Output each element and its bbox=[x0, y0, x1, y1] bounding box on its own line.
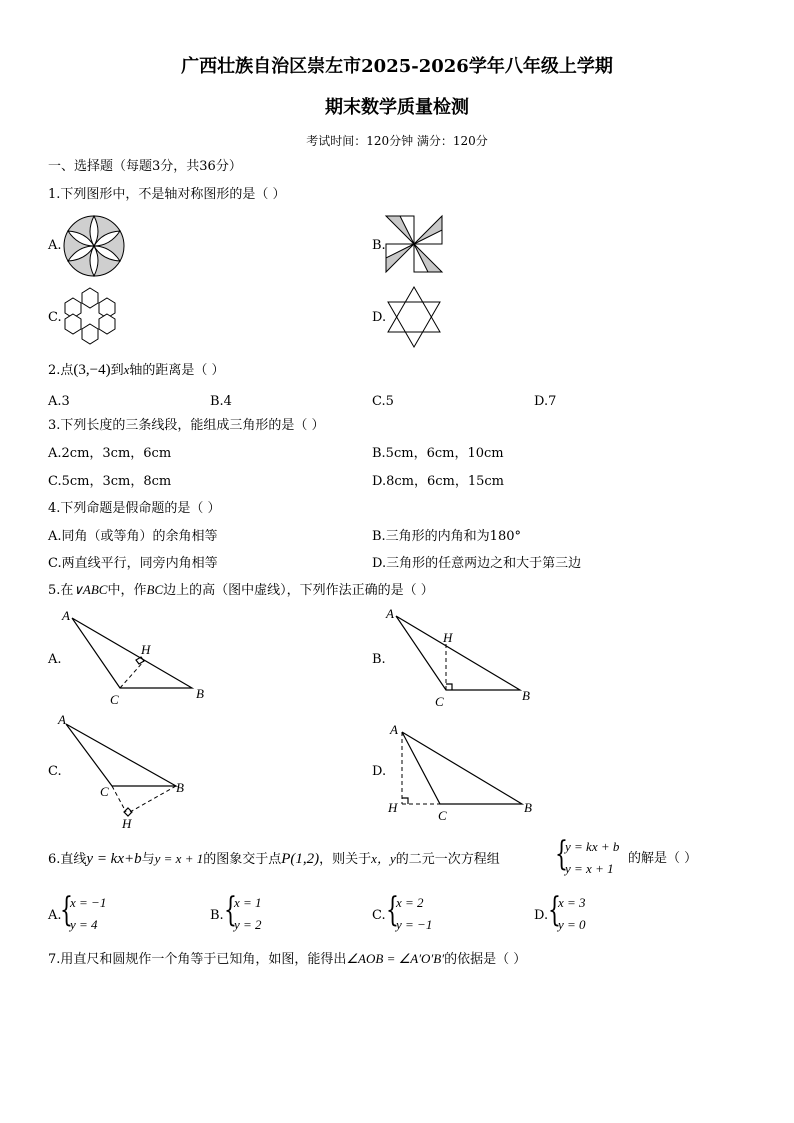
q5a-label-b: B bbox=[196, 686, 204, 701]
q6-stem-suffix: 的解是（ ） bbox=[628, 851, 698, 866]
q4-option-c: C.两直线平行，同旁内角相等 bbox=[48, 556, 218, 571]
q6-option-d-eq2: y = 0 bbox=[558, 917, 586, 932]
exam-info: 考试时间：120分钟 满分：120分 bbox=[306, 134, 488, 148]
q5d-label-a: A bbox=[390, 722, 398, 737]
q6-option-b-eq1: x = 1 bbox=[234, 895, 262, 910]
q4-option-d: D.三角形的任意两边之和大于第三边 bbox=[372, 556, 582, 571]
section-heading: 一、选择题（每题3分，共36分） bbox=[48, 159, 242, 174]
q3-option-b: B.5cm，6cm，10cm bbox=[372, 446, 504, 461]
q2-option-c: C.5 bbox=[372, 394, 394, 409]
q2-stem: 2.点(3,−4)到x轴的距离是（ ） bbox=[48, 362, 225, 378]
q1-option-c: C. bbox=[48, 310, 62, 325]
q1-figure-a-flower-in-circle bbox=[62, 214, 126, 278]
q5-figure-b-triangle bbox=[382, 604, 542, 708]
q2-option-b: B.4 bbox=[210, 394, 232, 409]
q3-option-d: D.8cm，6cm，15cm bbox=[372, 474, 504, 489]
q3-option-c: C.5cm，3cm，8cm bbox=[48, 474, 172, 489]
q6-option-c-label: C. bbox=[372, 908, 386, 923]
q6-option-d-label: D. bbox=[534, 908, 549, 923]
q5d-label-c: C bbox=[438, 808, 447, 823]
q6-option-a-eq2: y = 4 bbox=[70, 917, 98, 932]
q6-option-b-brace: { bbox=[224, 890, 237, 930]
q5b-label-b: B bbox=[522, 688, 530, 703]
q2-option-d: D.7 bbox=[534, 394, 557, 409]
q5-option-a: A. bbox=[48, 652, 62, 667]
q1-figure-b-pinwheel bbox=[386, 216, 442, 272]
q5d-label-b: B bbox=[524, 800, 532, 815]
q5-option-c: C. bbox=[48, 764, 62, 779]
q3-option-a: A.2cm，3cm，6cm bbox=[48, 446, 172, 461]
q6-option-c-brace: { bbox=[386, 890, 399, 930]
q6-option-c-eq2: y = −1 bbox=[396, 917, 433, 932]
q5-option-b: B. bbox=[372, 652, 386, 667]
q5-figure-a-triangle bbox=[56, 604, 216, 708]
q6-option-b-label: B. bbox=[210, 908, 224, 923]
q6-system-brace: { bbox=[555, 834, 568, 874]
exam-title-line2: 期末数学质量检测 bbox=[325, 97, 469, 118]
q5a-label-c: C bbox=[110, 692, 119, 707]
q4-option-a: A.同角（或等角）的余角相等 bbox=[48, 529, 218, 544]
q2-point: (3,−4) bbox=[73, 362, 111, 378]
q2-option-a: A.3 bbox=[48, 394, 70, 409]
q5d-label-h: H bbox=[388, 800, 398, 815]
q5c-label-b: B bbox=[176, 780, 184, 795]
q5-stem: 5.在∨ABC中，作BC边上的高（图中虚线），下列作法正确的是（ ） bbox=[48, 582, 434, 598]
q5c-label-c: C bbox=[100, 784, 109, 799]
q6-system-eq1: y = kx + b bbox=[565, 839, 620, 854]
q5-figure-d-triangle bbox=[384, 720, 544, 824]
q5b-label-c: C bbox=[435, 694, 444, 709]
q6-option-b-eq2: y = 2 bbox=[234, 917, 262, 932]
q3-stem: 3.下列长度的三条线段，能组成三角形的是（ ） bbox=[48, 418, 325, 433]
q1-figure-d-hexagram bbox=[386, 286, 442, 348]
q5b-label-h: H bbox=[443, 630, 453, 645]
q5c-label-a: A bbox=[58, 712, 66, 727]
q6-option-d-eq1: x = 3 bbox=[558, 895, 586, 910]
q5c-label-h: H bbox=[122, 816, 132, 831]
q1-option-b: B. bbox=[372, 238, 386, 253]
q1-figure-c-hexagon-ring bbox=[60, 286, 120, 346]
q5a-label-h: H bbox=[141, 642, 151, 657]
q5-option-d: D. bbox=[372, 764, 387, 779]
q1-option-d: D. bbox=[372, 310, 387, 325]
q6-stem-part1: 6.直线y = kx+b与y = x + 1的图象交于点P(1,2)，则关于x，y的二元一次方程组 bbox=[48, 851, 500, 867]
exam-title-line1: 广西壮族自治区崇左市2025-2026学年八年级上学期 bbox=[181, 56, 613, 77]
q6-option-c-eq1: x = 2 bbox=[396, 895, 424, 910]
q6-option-a-label: A. bbox=[48, 908, 62, 923]
q4-stem: 4.下列命题是假命题的是（ ） bbox=[48, 501, 221, 516]
q5a-label-a: A bbox=[62, 608, 70, 623]
q6-option-a-brace: { bbox=[60, 890, 73, 930]
q1-stem: 1.下列图形中，不是轴对称图形的是（ ） bbox=[48, 187, 286, 202]
q7-stem: 7.用直尺和圆规作一个角等于已知角，如图，能得出∠AOB = ∠A′O′B′的依据是（ ） bbox=[48, 951, 527, 967]
q1-option-a: A. bbox=[48, 238, 62, 253]
q5b-label-a: A bbox=[386, 606, 394, 621]
q5-figure-c-triangle bbox=[56, 712, 206, 830]
q6-option-d-brace: { bbox=[548, 890, 561, 930]
q6-system-eq2: y = x + 1 bbox=[565, 861, 614, 876]
q4-option-b: B.三角形的内角和为180° bbox=[372, 529, 521, 544]
q6-option-a-eq1: x = −1 bbox=[70, 895, 107, 910]
